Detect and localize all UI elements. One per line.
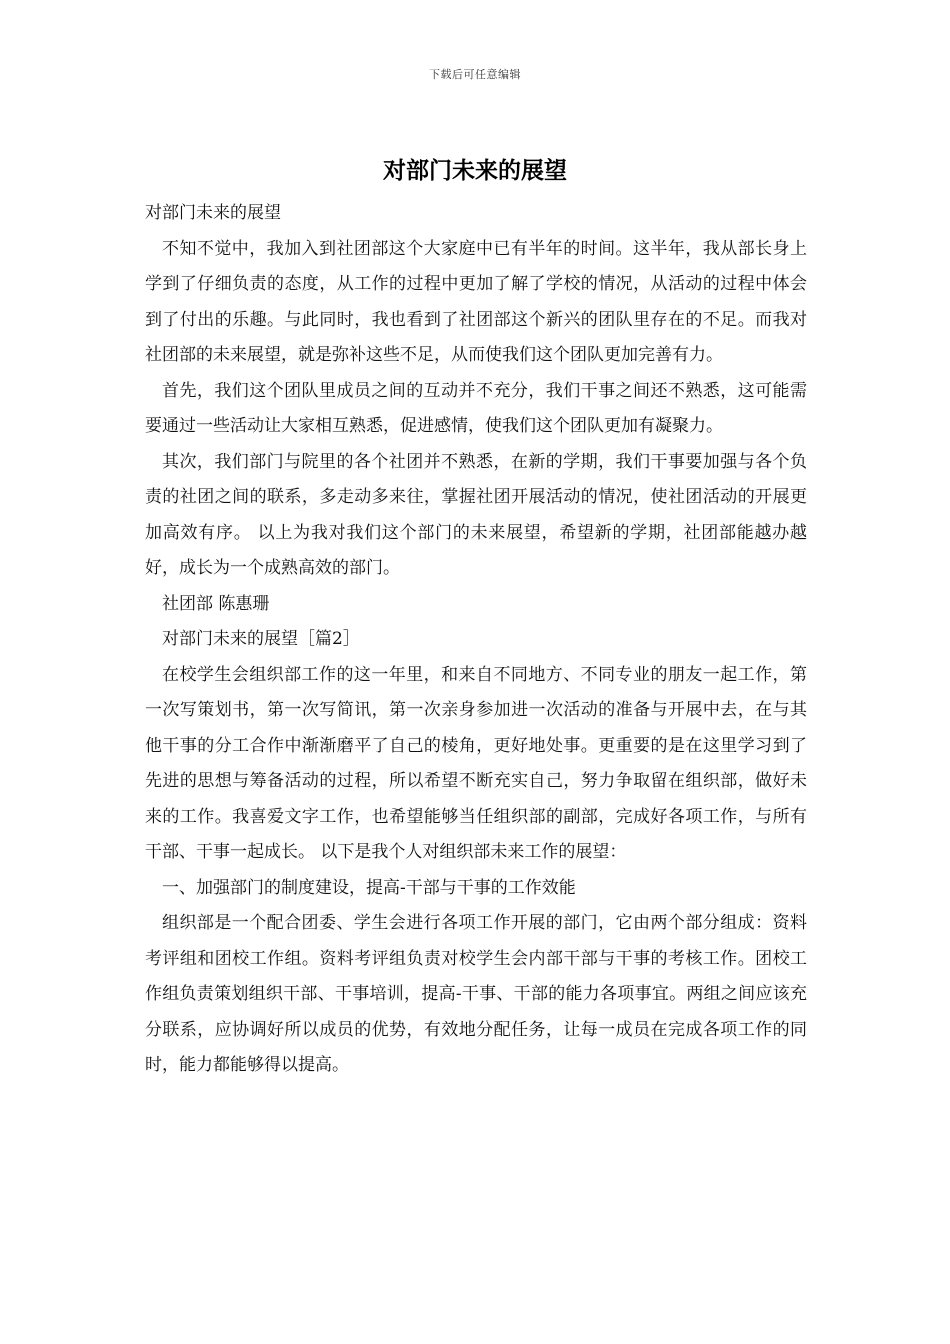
paragraph-intro: 不知不觉中，我加入到社团部这个大家庭中已有半年的时间。这半年，我从部长身上学到了仔细负责的态度，从工作的过程中更加了解了学校的情况，从活动的过程中体会到了付出的乐趣。与此同时，我也看到了社团部这个新兴的团队里存在的不足。而我对社团部的未来展望，就是弥补这些不足，从而使我们这个团队更加完善有力。	[145, 238, 807, 365]
section-heading-part2: 对部门未来的展望［篇2］	[162, 629, 360, 649]
document-body	[145, 196, 807, 1084]
paragraph-first: 首先，我们这个团队里成员之间的互动并不充分，我们干事之间还不熟悉，这可能需要通过一些活动让大家相互熟悉，促进感情，使我们这个团队更加有凝聚力。	[145, 380, 807, 436]
document-title: 对部门未来的展望	[383, 157, 567, 184]
signature-line: 社团部 陈惠珊	[162, 593, 270, 614]
paragraph-second: 其次，我们部门与院里的各个社团并不熟悉，在新的学期，我们干事要加强与各个负责的社团之间的联系，多走动多来往，掌握社团开展活动的情况，使社团活动的开展更加高效有序。 以上为我对我们这个部门的未来展望，希望新的学期，社团部能越办越好，成长为一个成熟高效的部门。	[145, 451, 807, 578]
paragraph-part2-intro: 在校学生会组织部工作的这一年里，和来自不同地方、不同专业的朋友一起工作，第一次写策划书，第一次写简讯，第一次亲身参加进一次活动的准备与开展中去，在与其他干事的分工合作中渐渐磨平了自己的棱角，更好地处事。更重要的是在这里学习到了先进的思想与筹备活动的过程，所以希望不断充实自己，努力争取留在组织部，做好未来的工作。我喜爱文字工作，也希望能够当任组织部的副部，完成好各项工作，与所有干部、干事一起成长。 以下是我个人对组织部未来工作的展望：	[145, 664, 807, 862]
header-note: 下载后可任意编辑	[429, 68, 521, 81]
paragraph-organization: 组织部是一个配合团委、学生会进行各项工作开展的部门，它由两个部分组成：资料考评组和团校工作组。资料考评组负责对校学生会内部干部与干事的考核工作。团校工作组负责策划组织干部、干事培训，提高-干事、干部的能力各项事宜。两组之间应该充分联系，应协调好所以成员的优势，有效地分配任务，让每一成员在完成各项工作的同时，能力都能够得以提高。	[145, 913, 807, 1075]
subtitle-line: 对部门未来的展望	[145, 203, 281, 223]
list-heading-one: 一、加强部门的制度建设，提高-干部与干事的工作效能	[162, 877, 576, 898]
